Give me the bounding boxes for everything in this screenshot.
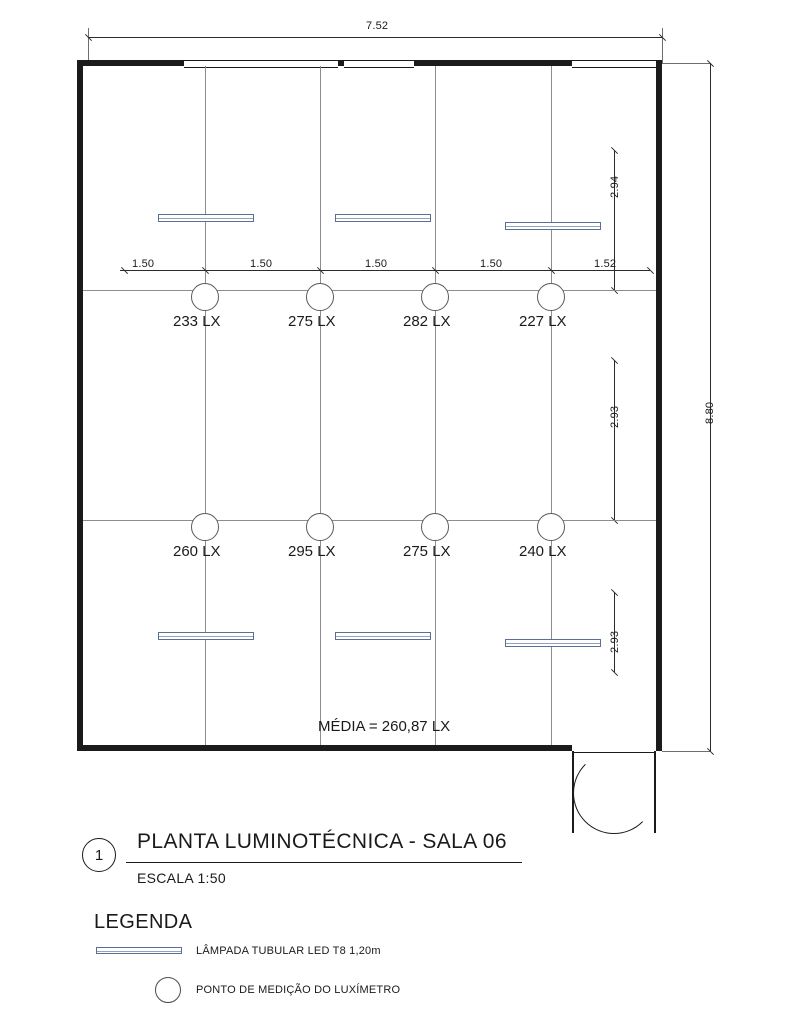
- measurement-point: [306, 513, 334, 541]
- grid-axis-v-2: [320, 66, 321, 745]
- lamp-symbol: [505, 222, 601, 230]
- right-segment-line-2: [614, 360, 615, 520]
- wall-right: [656, 60, 662, 751]
- middle-dimension-label-5: 1.52: [594, 258, 617, 270]
- measurement-value: [403, 313, 451, 330]
- right-dimension-label: 8.80: [704, 401, 716, 424]
- measurement-number: 260: [173, 543, 199, 560]
- measurement-unit: LX: [432, 313, 451, 330]
- measurement-value: [519, 543, 567, 560]
- legend-heading: LEGENDA: [94, 911, 193, 933]
- measurement-value: [519, 313, 567, 330]
- right-dim-extension-top: [662, 63, 710, 64]
- grid-axis-h-2: [83, 520, 656, 521]
- measurement-point: [306, 283, 334, 311]
- wall-left: [77, 60, 83, 751]
- measurement-number: 275: [288, 313, 314, 330]
- measurement-number: 233: [173, 313, 199, 330]
- lamp-symbol: [335, 214, 431, 222]
- window-top-2: [344, 60, 414, 68]
- measurement-number: 275: [403, 543, 429, 560]
- measurement-point: [191, 283, 219, 311]
- measurement-number: 227: [519, 313, 545, 330]
- measurement-unit: LX: [202, 543, 221, 560]
- lamp-symbol: [505, 639, 601, 647]
- measurement-unit: LX: [548, 313, 567, 330]
- middle-dimension-label-1: 1.50: [132, 258, 155, 270]
- page-title: PLANTA LUMINOTÉCNICA - SALA 06: [137, 830, 507, 853]
- measurement-point: [537, 513, 565, 541]
- measurement-value: [288, 543, 336, 560]
- grid-axis-v-1: [205, 66, 206, 745]
- legend-item-label: LÂMPADA TUBULAR LED T8 1,20m: [196, 945, 381, 957]
- average-label: MÉDIA = 260,87 LX: [318, 718, 451, 735]
- right-dim-extension-bottom: [662, 751, 710, 752]
- middle-dimension-label-4: 1.50: [480, 258, 503, 270]
- measurement-point: [191, 513, 219, 541]
- lamp-symbol: [96, 947, 182, 954]
- scale-label: ESCALA 1:50: [137, 870, 226, 886]
- measurement-value: [173, 313, 221, 330]
- legend-item-label: PONTO DE MEDIÇÃO DO LUXÍMETRO: [196, 984, 401, 996]
- middle-dimension-label-3: 1.50: [365, 258, 388, 270]
- measurement-unit: LX: [548, 543, 567, 560]
- title-underline: [126, 862, 522, 863]
- lamp-symbol: [158, 214, 254, 222]
- right-segment-label-2: 2.93: [609, 405, 621, 428]
- lamp-symbol: [335, 632, 431, 640]
- door-swing-arc: [573, 752, 655, 834]
- measurement-point: [537, 283, 565, 311]
- lamp-symbol: [158, 632, 254, 640]
- measurement-number: 282: [403, 313, 429, 330]
- point-symbol: [155, 977, 181, 1003]
- window-top-1: [184, 60, 338, 68]
- measurement-point: [421, 513, 449, 541]
- grid-axis-v-3: [435, 66, 436, 745]
- detail-marker: [82, 838, 116, 872]
- top-dimension-label: 7.52: [366, 20, 389, 32]
- grid-axis-h-1: [83, 290, 656, 291]
- measurement-unit: LX: [317, 543, 336, 560]
- top-dim-extension-right: [662, 28, 663, 64]
- measurement-value: [288, 313, 336, 330]
- measurement-value: [173, 543, 221, 560]
- middle-dimension-label-2: 1.50: [250, 258, 273, 270]
- right-segment-label-3: 2.93: [609, 630, 621, 653]
- measurement-number: 240: [519, 543, 545, 560]
- top-dim-extension-left: [88, 28, 89, 64]
- measurement-unit: LX: [432, 543, 451, 560]
- measurement-number: 295: [288, 543, 314, 560]
- right-segment-label-1: 2.94: [609, 175, 621, 198]
- measurement-unit: LX: [317, 313, 336, 330]
- measurement-unit: LX: [202, 313, 221, 330]
- door-jamb: [654, 751, 656, 833]
- top-dimension-line: [88, 37, 662, 38]
- detail-marker-number: 1: [94, 846, 104, 864]
- window-top-3: [572, 60, 656, 68]
- middle-dimension-line: [120, 270, 650, 271]
- measurement-value: [403, 543, 451, 560]
- measurement-point: [421, 283, 449, 311]
